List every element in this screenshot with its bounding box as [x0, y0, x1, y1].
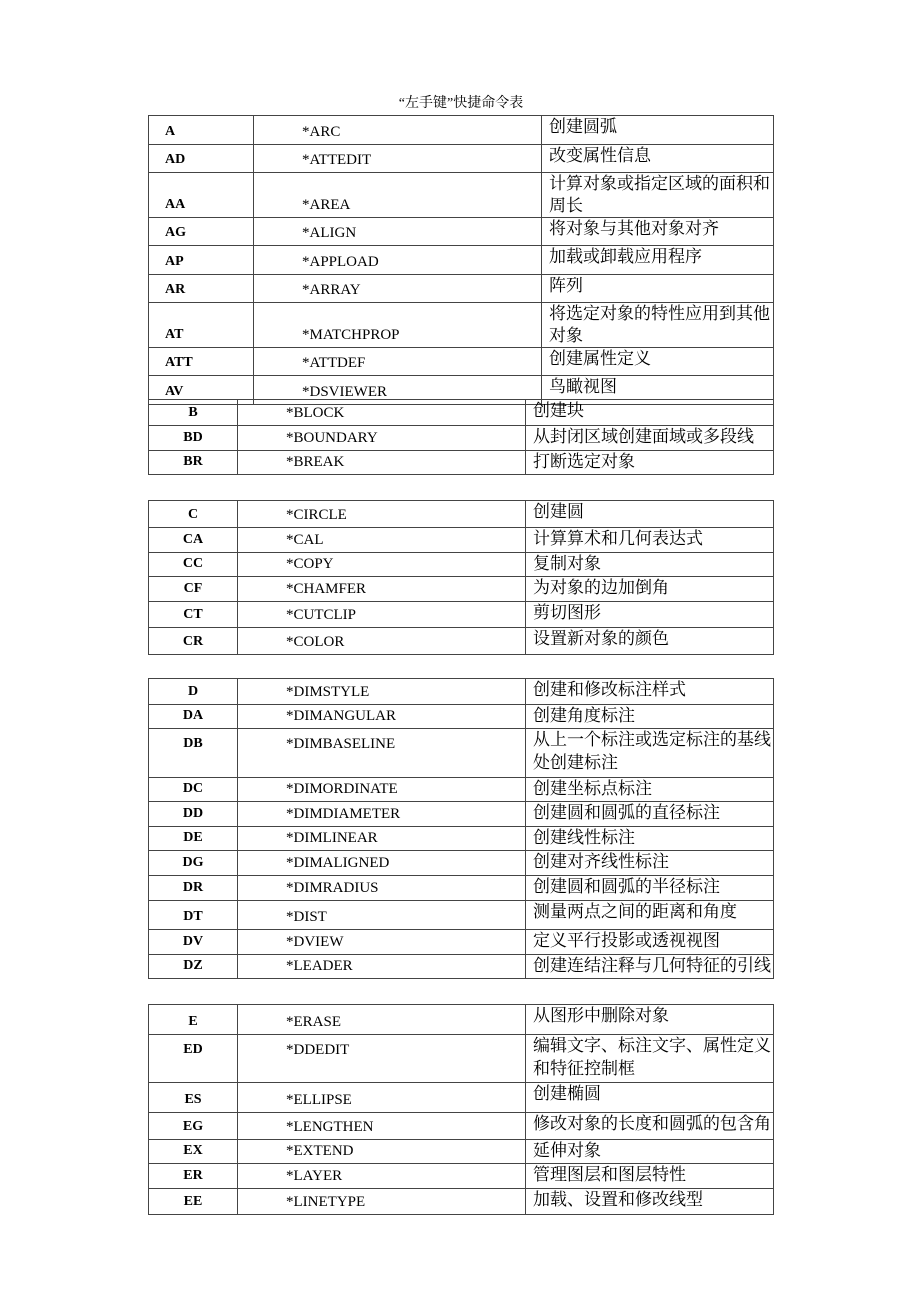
table-row: [149, 1005, 774, 1035]
command-description-cell: 创建椭圆: [526, 1083, 774, 1113]
command-name-cell: *DDEDIT: [238, 1035, 526, 1083]
command-description-cell: 从上一个标注或选定标注的基线处创建标注: [526, 729, 774, 778]
command-description-cell: 创建和修改标注样式: [526, 679, 774, 705]
command-name-cell: *ATTDEF: [254, 348, 542, 376]
command-key-cell: AA: [149, 173, 254, 218]
command-key-cell: DV: [149, 930, 238, 955]
table-row: [149, 930, 774, 955]
table-row: [149, 729, 774, 778]
command-table-group: [148, 500, 774, 655]
command-key-cell: ES: [149, 1083, 238, 1113]
table-row: [149, 218, 774, 246]
command-table-group: [148, 1004, 774, 1215]
command-description-cell: 从图形中删除对象: [526, 1005, 774, 1035]
command-description-cell: 创建圆弧: [542, 116, 774, 145]
table-row: [149, 173, 774, 218]
command-table-group: [148, 115, 774, 405]
command-name-cell: *CUTCLIP: [238, 602, 526, 628]
command-description-cell: 阵列: [542, 275, 774, 303]
command-description-cell: 从封闭区域创建面域或多段线: [526, 426, 774, 451]
command-name-cell: *DSVIEWER: [254, 376, 542, 405]
command-description-cell: 延伸对象: [526, 1140, 774, 1164]
command-key-cell: CA: [149, 528, 238, 553]
table-row: [149, 303, 774, 348]
command-description-cell: 测量两点之间的距离和角度: [526, 901, 774, 930]
command-description-cell: 加载、设置和修改线型: [526, 1189, 774, 1215]
command-description-cell: 计算算术和几何表达式: [526, 528, 774, 553]
command-name-cell: *LEADER: [238, 955, 526, 979]
command-description-cell: 创建线性标注: [526, 827, 774, 851]
command-description-cell: 创建圆和圆弧的半径标注: [526, 876, 774, 901]
command-name-cell: *ATTEDIT: [254, 145, 542, 173]
table-row: [149, 1035, 774, 1083]
command-key-cell: B: [149, 400, 238, 426]
table-row: [149, 705, 774, 729]
command-name-cell: *MATCHPROP: [254, 303, 542, 348]
command-name-cell: *AREA: [254, 173, 542, 218]
table-row: [149, 955, 774, 979]
table-row: [149, 528, 774, 553]
table-row: [149, 802, 774, 827]
table-row: [149, 145, 774, 173]
document-title: “左手键”快捷命令表: [398, 96, 524, 111]
command-name-cell: *LAYER: [238, 1164, 526, 1189]
command-description-cell: 创建属性定义: [542, 348, 774, 376]
command-description-cell: 创建圆: [526, 501, 774, 528]
command-name-cell: *ARC: [254, 116, 542, 145]
command-name-cell: *BOUNDARY: [238, 426, 526, 451]
table-row: [149, 1189, 774, 1215]
command-table-group: [148, 399, 774, 475]
command-name-cell: *DIMSTYLE: [238, 679, 526, 705]
command-name-cell: *CAL: [238, 528, 526, 553]
command-key-cell: DD: [149, 802, 238, 827]
command-name-cell: *COPY: [238, 553, 526, 577]
command-key-cell: CT: [149, 602, 238, 628]
command-key-cell: CR: [149, 628, 238, 655]
command-key-cell: DA: [149, 705, 238, 729]
command-key-cell: ATT: [149, 348, 254, 376]
table-row: [149, 628, 774, 655]
command-description-cell: 修改对象的长度和圆弧的包含角: [526, 1113, 774, 1140]
command-key-cell: DG: [149, 851, 238, 876]
table-row: [149, 116, 774, 145]
command-key-cell: DR: [149, 876, 238, 901]
command-description-cell: 创建对齐线性标注: [526, 851, 774, 876]
command-table-group: [148, 678, 774, 979]
command-key-cell: AP: [149, 246, 254, 275]
command-key-cell: AR: [149, 275, 254, 303]
table-row: [149, 827, 774, 851]
command-key-cell: EE: [149, 1189, 238, 1215]
command-name-cell: *CHAMFER: [238, 577, 526, 602]
table-row: [149, 679, 774, 705]
command-name-cell: *DVIEW: [238, 930, 526, 955]
command-key-cell: AT: [149, 303, 254, 348]
command-description-cell: 管理图层和图层特性: [526, 1164, 774, 1189]
command-name-cell: *LINETYPE: [238, 1189, 526, 1215]
command-name-cell: *ALIGN: [254, 218, 542, 246]
command-description-cell: 加载或卸载应用程序: [542, 246, 774, 275]
command-description-cell: 为对象的边加倒角: [526, 577, 774, 602]
command-key-cell: DZ: [149, 955, 238, 979]
table-row: [149, 851, 774, 876]
command-key-cell: E: [149, 1005, 238, 1035]
table-row: [149, 901, 774, 930]
command-key-cell: C: [149, 501, 238, 528]
command-key-cell: AV: [149, 376, 254, 405]
command-description-cell: 鸟瞰视图: [542, 376, 774, 405]
command-description-cell: 创建圆和圆弧的直径标注: [526, 802, 774, 827]
command-description-cell: 打断选定对象: [526, 451, 774, 475]
command-key-cell: AD: [149, 145, 254, 173]
command-key-cell: DE: [149, 827, 238, 851]
command-description-cell: 计算对象或指定区域的面积和周长: [542, 173, 774, 218]
command-description-cell: 创建坐标点标注: [526, 778, 774, 802]
command-name-cell: *ARRAY: [254, 275, 542, 303]
command-key-cell: BR: [149, 451, 238, 475]
command-description-cell: 复制对象: [526, 553, 774, 577]
table-row: [149, 1164, 774, 1189]
table-row: [149, 451, 774, 475]
command-name-cell: *EXTEND: [238, 1140, 526, 1164]
table-row: [149, 275, 774, 303]
command-description-cell: 设置新对象的颜色: [526, 628, 774, 655]
command-description-cell: 剪切图形: [526, 602, 774, 628]
command-description-cell: 定义平行投影或透视视图: [526, 930, 774, 955]
command-name-cell: *LENGTHEN: [238, 1113, 526, 1140]
command-name-cell: *ERASE: [238, 1005, 526, 1035]
table-row: [149, 1140, 774, 1164]
command-name-cell: *DIMDIAMETER: [238, 802, 526, 827]
command-name-cell: *DIMALIGNED: [238, 851, 526, 876]
command-key-cell: A: [149, 116, 254, 145]
command-name-cell: *APPLOAD: [254, 246, 542, 275]
command-name-cell: *DIMBASELINE: [238, 729, 526, 778]
command-name-cell: *BREAK: [238, 451, 526, 475]
command-name-cell: *COLOR: [238, 628, 526, 655]
table-row: [149, 246, 774, 275]
command-description-cell: 编辑文字、标注文字、属性定义和特征控制框: [526, 1035, 774, 1083]
command-name-cell: *DIMRADIUS: [238, 876, 526, 901]
command-key-cell: CF: [149, 577, 238, 602]
table-row: [149, 501, 774, 528]
table-row: [149, 348, 774, 376]
command-key-cell: DT: [149, 901, 238, 930]
command-description-cell: 创建块: [526, 400, 774, 426]
table-row: [149, 577, 774, 602]
command-name-cell: *ELLIPSE: [238, 1083, 526, 1113]
command-name-cell: *DIMLINEAR: [238, 827, 526, 851]
command-key-cell: EG: [149, 1113, 238, 1140]
command-name-cell: *DIMANGULAR: [238, 705, 526, 729]
command-name-cell: *CIRCLE: [238, 501, 526, 528]
table-row: [149, 1083, 774, 1113]
table-row: [149, 602, 774, 628]
command-description-cell: 改变属性信息: [542, 145, 774, 173]
command-key-cell: D: [149, 679, 238, 705]
table-row: [149, 553, 774, 577]
command-description-cell: 创建角度标注: [526, 705, 774, 729]
command-description-cell: 创建连结注释与几何特征的引线: [526, 955, 774, 979]
command-key-cell: BD: [149, 426, 238, 451]
command-name-cell: *BLOCK: [238, 400, 526, 426]
table-row: [149, 876, 774, 901]
command-key-cell: CC: [149, 553, 238, 577]
command-key-cell: DC: [149, 778, 238, 802]
command-key-cell: ED: [149, 1035, 238, 1083]
command-description-cell: 将对象与其他对象对齐: [542, 218, 774, 246]
command-key-cell: DB: [149, 729, 238, 778]
command-name-cell: *DIST: [238, 901, 526, 930]
table-row: [149, 400, 774, 426]
table-row: [149, 778, 774, 802]
table-row: [149, 426, 774, 451]
command-name-cell: *DIMORDINATE: [238, 778, 526, 802]
command-key-cell: ER: [149, 1164, 238, 1189]
table-row: [149, 1113, 774, 1140]
command-key-cell: AG: [149, 218, 254, 246]
command-key-cell: EX: [149, 1140, 238, 1164]
command-description-cell: 将选定对象的特性应用到其他对象: [542, 303, 774, 348]
